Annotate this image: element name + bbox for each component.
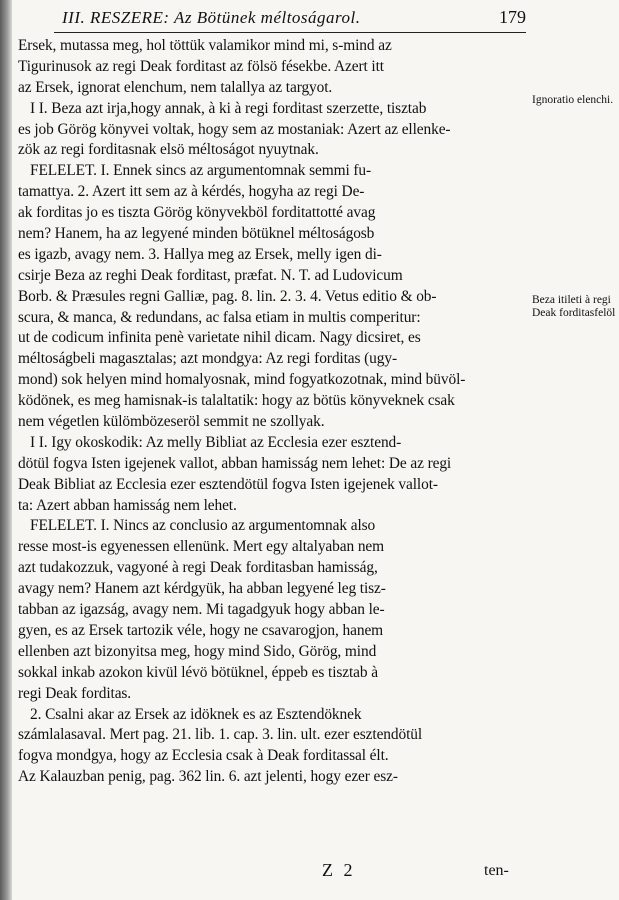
text-line: I I. Beza azt irja,hogy annak, à ki à regi forditast szerzette, tisztab [30, 99, 427, 117]
page-footer [0, 860, 619, 888]
text-line: tabban az igazság, avagy nem. Mi tagadgyuk hogy abban le- [18, 601, 385, 619]
margin-note-ignoratio: Ignoratio elenchi. [532, 94, 614, 106]
text-line: Tigurinusok az regi Deak forditast az fölsö fésekbe. Azert itt [18, 57, 384, 75]
page-header [54, 6, 526, 33]
text-line: csirje Beza az reghi Deak forditast, præfat. N. T. ad Ludovicum [18, 266, 403, 284]
text-line: es job Görög könyvei voltak, hogy sem az mostaniak: Azert az ellenke- [18, 120, 451, 138]
running-head: III. RESZERE: Az Bötünek méltoságarol. [62, 8, 361, 27]
text-line: ak forditas jo es tiszta Görög könyvekböl forditattotté avag [18, 204, 376, 222]
text-line: az Ersek, ignorat elenchum, nem talallya az targyot. [18, 78, 333, 96]
text-line: zök az regi forditasnak elsö méltoságot nyuytnak. [18, 141, 319, 159]
text-line: fogva mondgya, hogy az Ecclesia csak à Deak forditassal élt. [18, 747, 389, 765]
text-line: FELELET. I. Nincs az conclusio az argumentomnak also [30, 517, 376, 535]
text-line: regi Deak forditas. [18, 684, 132, 702]
signature-mark: Z 2 [322, 860, 356, 880]
text-line: FELELET. I. Ennek sincs az argumentomnak semmi fu- [30, 162, 372, 180]
text-line: scura, & manca, & redundans, ac falsa etiam in multis comperitur: [18, 308, 421, 326]
text-line: sokkal inkab azokon kivül lévö bötüknel, éppeb es tisztab à [18, 663, 378, 681]
text-line: méltoságbeli magasztalas; azt mondgya: Az regi forditas (ugy- [18, 350, 397, 368]
text-line: számlalasaval. Mert pag. 21. lib. 1. cap. 3. lin. ult. ezer esztendötül [18, 726, 423, 744]
text-line: ködönek, es meg hamisnak-is talaltatik: hogy az bötüs könyveknek csak [18, 392, 455, 410]
text-line: mond) sok helyen mind homalyosnak, mind fogyatkozotnak, mind büvöl- [18, 371, 466, 389]
catchword: ten- [484, 862, 509, 879]
text-line: Deak Bibliat az Ecclesia ezer esztendötül fogva Isten igejenek vallot- [18, 475, 438, 493]
text-line: azt tudakozzuk, vagyoné à regi Deak forditasban hamisság, [18, 559, 378, 577]
body-text [18, 36, 528, 788]
text-line: ta: Azert abban hamisság nem lehet. [18, 496, 237, 514]
text-line: avagy nem? Hanem azt kérdgyük, ha abban legyené leg tisz- [18, 580, 386, 598]
text-line: gyen, es az Ersek tartozik véle, hogy ne csavarogjon, hanem [18, 621, 384, 639]
text-line: ut de codicum infinita penè varietate nihil dicam. Nagy dicsiret, es [18, 329, 421, 347]
text-line: tamattya. 2. Azert itt sem az à kérdés, hogyha az regi De- [18, 183, 365, 201]
text-line: 2. Csalni akar az Ersek az idöknek es az Esztendöknek [30, 705, 362, 723]
text-line: Borb. & Præsules regni Galliæ, pag. 8. lin. 2. 3. 4. Vetus editio & ob- [18, 287, 437, 305]
text-line: I I. Igy okoskodik: Az melly Bibliat az Ecclesia ezer esztend- [30, 433, 402, 451]
text-line: Az Kalauzban penig, pag. 362 lin. 6. azt jelenti, hogy ezer esz- [18, 768, 398, 786]
text-line: resse most-is egyenessen ellenünk. Mert egy altalyaban nem [18, 538, 385, 556]
text-line: nem végetlen külömbözeseröl semmit ne szollyak. [18, 413, 325, 431]
text-line: dötül fogva Isten igejenek vallot, abban hamisság nem lehet: De az regi [18, 454, 452, 472]
text-line: Ersek, mutassa meg, hol töttük valamikor mind mi, s-mind az [18, 37, 392, 54]
text-line: nem? Hanem, ha az legyené minden bötüknel méltoságosb [18, 225, 375, 243]
text-line: ellenben azt bizonyitsa meg, hogy mind Sido, Görög, mind [18, 642, 377, 660]
text-line: es igazb, avagy nem. 3. Hallya meg az Ersek, melly igen di- [18, 245, 382, 263]
page-number: 179 [499, 7, 526, 27]
binding-gutter [0, 0, 12, 900]
margin-note-beza: Beza itileti à regi Deak forditasfelöl [532, 294, 616, 319]
